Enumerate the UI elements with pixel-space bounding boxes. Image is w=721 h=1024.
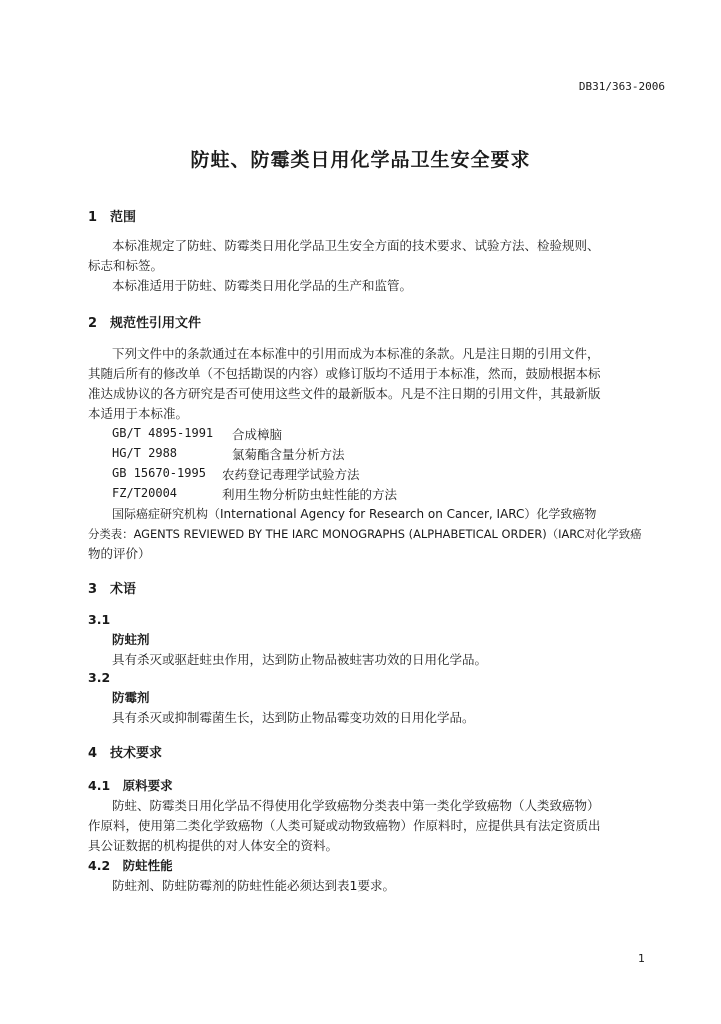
section-4-1-line-1: 防蛀、防霉类日用化学品不得使用化学致癌物分类表中第一类化学致癌物（人类致癌物）: [112, 798, 600, 813]
section-2-paragraph-line-2: 其随后所有的修改单（不包括勘误的内容）或修订版均不适用于本标准，然而，鼓励根据本标: [88, 366, 601, 381]
ref-title: 农药登记毒理学试验方法: [222, 467, 360, 482]
term-2-number: 3.2: [88, 670, 111, 685]
section-2-paragraph-line-1: 下列文件中的条款通过在本标准中的引用而成为本标准的条款。凡是注日期的引用文件，: [112, 346, 600, 361]
iarc-reference-line-2: 分类表：AGENTS REVIEWED BY THE IARC MONOGRAPHS (ALPHABETICAL ORDER)（IARC对化学致癌: [88, 527, 642, 541]
document-title: 防蛀、防霉类日用化学品卫生安全要求: [190, 149, 531, 171]
section-2-paragraph-line-4: 本适用于本标准。: [88, 406, 189, 421]
term-1-number: 3.1: [88, 612, 111, 627]
section-4-heading: 4 技术要求: [88, 746, 163, 761]
ref-code: HG/T 2988: [112, 446, 178, 460]
term-1-definition: 具有杀灭或驱赶蛀虫作用，达到防止物品被蛀害功效的日用化学品。: [112, 652, 488, 667]
page-number: 1: [638, 952, 645, 965]
ref-title: 合成樟脑: [232, 427, 283, 442]
iarc-reference-line-1: 国际癌症研究机构（International Agency for Research on Cancer, IARC）化学致癌物: [112, 507, 597, 521]
ref-code: FZ/T20004: [112, 486, 178, 500]
section-1-paragraph-1-line-2: 标志和标签。: [88, 258, 164, 273]
ref-title: 利用生物分析防虫蛀性能的方法: [222, 487, 398, 502]
iarc-reference-line-3: 物的评价）: [88, 546, 151, 561]
section-4-1-line-2: 作原料，使用第二类化学致癌物（人类可疑或动物致癌物）作原料时，应提供具有法定资质出: [88, 818, 601, 833]
term-1-name: 防蛀剂: [112, 632, 150, 647]
section-4-1-heading: 4.1 原料要求: [88, 778, 173, 793]
section-3-heading: 3 术语: [88, 582, 137, 597]
term-2-definition: 具有杀灭或抑制霉菌生长，达到防止物品霉变功效的日用化学品。: [112, 710, 475, 725]
document-code: DB31/363-2006: [578, 80, 665, 93]
section-1-paragraph-1-line-1: 本标准规定了防蛀、防霉类日用化学品卫生安全方面的技术要求、试验方法、检验规则、: [112, 238, 600, 253]
section-4-2-heading: 4.2 防蛀性能: [88, 858, 173, 873]
term-2-name: 防霉剂: [112, 690, 150, 705]
section-2-paragraph-line-3: 准达成协议的各方研究是否可使用这些文件的最新版本。凡是不注日期的引用文件，其最新版: [88, 386, 601, 401]
ref-code: GB/T 4895-1991: [112, 426, 214, 440]
section-4-1-line-3: 具公证数据的机构提供的对人体安全的资料。: [88, 838, 339, 853]
ref-code: GB 15670-1995: [112, 466, 206, 480]
section-1-heading: 1 范围: [88, 210, 137, 225]
section-4-2-line-1: 防蛀剂、防蛀防霉剂的防蛀性能必须达到表1要求。: [112, 878, 395, 893]
ref-title: 氯菊酯含量分析方法: [232, 447, 345, 462]
section-1-paragraph-2: 本标准适用于防蛀、防霉类日用化学品的生产和监管。: [112, 278, 413, 293]
section-2-heading: 2 规范性引用文件: [88, 316, 202, 331]
